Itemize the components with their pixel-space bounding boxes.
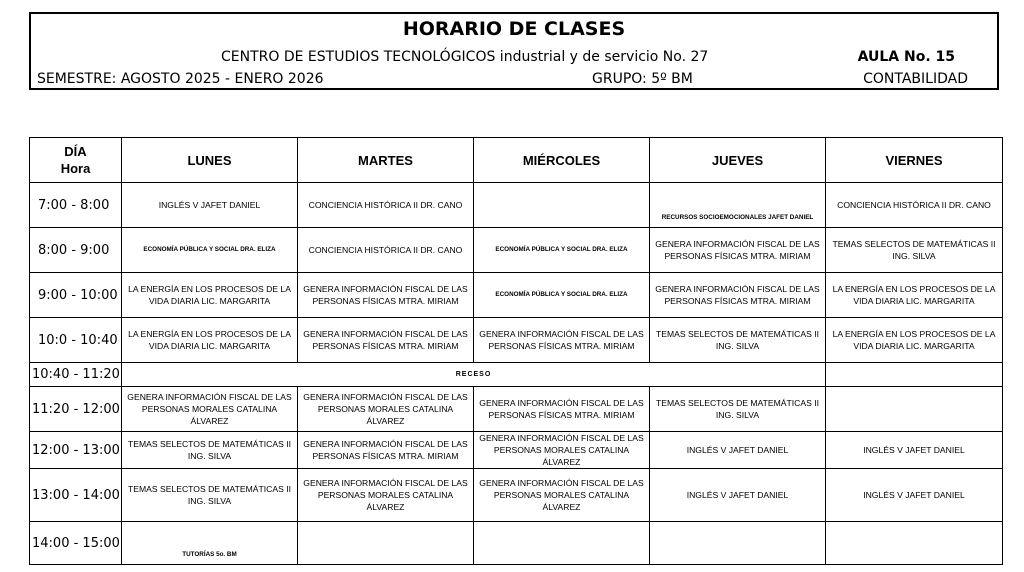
class-cell: GENERA INFORMACIÓN FISCAL DE LAS PERSONAS FÍSICAS MTRA. MIRIAM — [474, 318, 650, 363]
table-row — [30, 273, 1003, 318]
class-cell: GENERA INFORMACIÓN FISCAL DE LAS PERSONAS MORALES CATALINA ÁLVAREZ — [298, 469, 474, 522]
table-row — [30, 228, 1003, 273]
class-cell: GENERA INFORMACIÓN FISCAL DE LAS PERSONAS FÍSICAS MTRA. MIRIAM — [298, 318, 474, 363]
class-cell: TEMAS SELECTOS DE MATEMÁTICAS II ING. SILVA — [122, 469, 298, 522]
class-cell — [826, 522, 1003, 565]
class-cell: GENERA INFORMACIÓN FISCAL DE LAS PERSONAS MORALES CATALINA ÁLVAREZ — [298, 387, 474, 432]
time-slot: 11:20 - 12:00 — [30, 387, 122, 432]
class-cell — [298, 522, 474, 565]
specialty-label: CONTABILIDAD — [863, 71, 968, 87]
class-cell: GENERA INFORMACIÓN FISCAL DE LAS PERSONAS FÍSICAS MTRA. MIRIAM — [298, 273, 474, 318]
class-cell: LA ENERGÍA EN LOS PROCESOS DE LA VIDA DIARIA LIC. MARGARITA — [826, 318, 1003, 363]
class-cell: INGLÉS V JAFET DANIEL — [122, 183, 298, 228]
schedule-table — [29, 137, 1003, 565]
class-cell: TEMAS SELECTOS DE MATEMÁTICAS II ING. SILVA — [650, 318, 826, 363]
class-cell — [650, 522, 826, 565]
day-header-friday: VIERNES — [826, 138, 1003, 183]
class-cell: CONCIENCIA HISTÓRICA II DR. CANO — [826, 183, 1003, 228]
class-cell: CONCIENCIA HISTÓRICA II DR. CANO — [298, 183, 474, 228]
time-slot: 10:0 - 10:40 — [30, 318, 122, 363]
header-box — [29, 12, 999, 90]
class-cell: INGLÉS V JAFET DANIEL — [650, 432, 826, 469]
table-row — [30, 469, 1003, 522]
class-cell: TUTORÍAS 5o. BM — [122, 522, 298, 565]
class-cell: INGLÉS V JAFET DANIEL — [826, 469, 1003, 522]
class-cell: TEMAS SELECTOS DE MATEMÁTICAS II ING. SILVA — [650, 387, 826, 432]
recess-cell: RECESO — [122, 363, 826, 387]
class-cell: ECONOMÍA PÚBLICA Y SOCIAL DRA. ELIZA — [474, 273, 650, 318]
class-cell: CONCIENCIA HISTÓRICA II DR. CANO — [298, 228, 474, 273]
class-cell: GENERA INFORMACIÓN FISCAL DE LAS PERSONAS FÍSICAS MTRA. MIRIAM — [650, 228, 826, 273]
class-cell — [474, 522, 650, 565]
class-cell — [826, 363, 1003, 387]
time-slot: 12:00 - 13:00 — [30, 432, 122, 469]
class-cell: RECURSOS SOCIOEMOCIONALES JAFET DANIEL — [650, 183, 826, 228]
time-slot: 14:00 - 15:00 — [30, 522, 122, 565]
table-row — [30, 432, 1003, 469]
class-cell: GENERA INFORMACIÓN FISCAL DE LAS PERSONAS MORALES CATALINA ÁLVAREZ — [474, 469, 650, 522]
class-cell: GENERA INFORMACIÓN FISCAL DE LAS PERSONAS MORALES CATALINA ÁLVAREZ — [122, 387, 298, 432]
classroom-label: AULA No. 15 — [857, 49, 955, 65]
time-slot: 9:00 - 10:00 — [30, 273, 122, 318]
class-cell: GENERA INFORMACIÓN FISCAL DE LAS PERSONAS FÍSICAS MTRA. MIRIAM — [474, 387, 650, 432]
class-cell: ECONOMÍA PÚBLICA Y SOCIAL DRA. ELIZA — [474, 228, 650, 273]
day-header-monday: LUNES — [122, 138, 298, 183]
class-cell: LA ENERGÍA EN LOS PROCESOS DE LA VIDA DIARIA LIC. MARGARITA — [122, 273, 298, 318]
class-cell: INGLÉS V JAFET DANIEL — [826, 432, 1003, 469]
semester-label: SEMESTRE: AGOSTO 2025 - ENERO 2026 — [37, 71, 324, 87]
day-header-thursday: JUEVES — [650, 138, 826, 183]
table-row — [30, 522, 1003, 565]
school-name: CENTRO DE ESTUDIOS TECNOLÓGICOS industrial y de servicio No. 27 — [221, 49, 709, 65]
hour-header-label: Hora — [60, 161, 91, 176]
page-title: HORARIO DE CLASES — [402, 18, 626, 40]
table-row — [30, 387, 1003, 432]
time-slot: 8:00 - 9:00 — [30, 228, 122, 273]
table-row — [30, 183, 1003, 228]
day-header-wednesday: MIÉRCOLES — [474, 138, 650, 183]
class-cell: LA ENERGÍA EN LOS PROCESOS DE LA VIDA DIARIA LIC. MARGARITA — [826, 273, 1003, 318]
group-label: GRUPO: 5º BM — [592, 71, 693, 87]
table-header-row — [30, 138, 1003, 183]
day-header-label: DÍA — [64, 144, 87, 159]
class-cell: GENERA INFORMACIÓN FISCAL DE LAS PERSONAS FÍSICAS MTRA. MIRIAM — [650, 273, 826, 318]
day-header-tuesday: MARTES — [298, 138, 474, 183]
day-hour-header — [30, 138, 122, 183]
class-cell — [474, 183, 650, 228]
class-cell: LA ENERGÍA EN LOS PROCESOS DE LA VIDA DIARIA LIC. MARGARITA — [122, 318, 298, 363]
class-cell — [826, 387, 1003, 432]
table-row — [30, 363, 1003, 387]
class-cell: GENERA INFORMACIÓN FISCAL DE LAS PERSONAS FÍSICAS MTRA. MIRIAM — [298, 432, 474, 469]
time-slot: 7:00 - 8:00 — [30, 183, 122, 228]
table-row — [30, 318, 1003, 363]
class-cell: TEMAS SELECTOS DE MATEMÁTICAS II ING. SILVA — [826, 228, 1003, 273]
class-cell: TEMAS SELECTOS DE MATEMÁTICAS II ING. SILVA — [122, 432, 298, 469]
class-cell: ECONOMÍA PÚBLICA Y SOCIAL DRA. ELIZA — [122, 228, 298, 273]
class-cell: INGLÉS V JAFET DANIEL — [650, 469, 826, 522]
time-slot: 13:00 - 14:00 — [30, 469, 122, 522]
time-slot: 10:40 - 11:20 — [30, 363, 122, 387]
class-cell: GENERA INFORMACIÓN FISCAL DE LAS PERSONAS MORALES CATALINA ÁLVAREZ — [474, 432, 650, 469]
